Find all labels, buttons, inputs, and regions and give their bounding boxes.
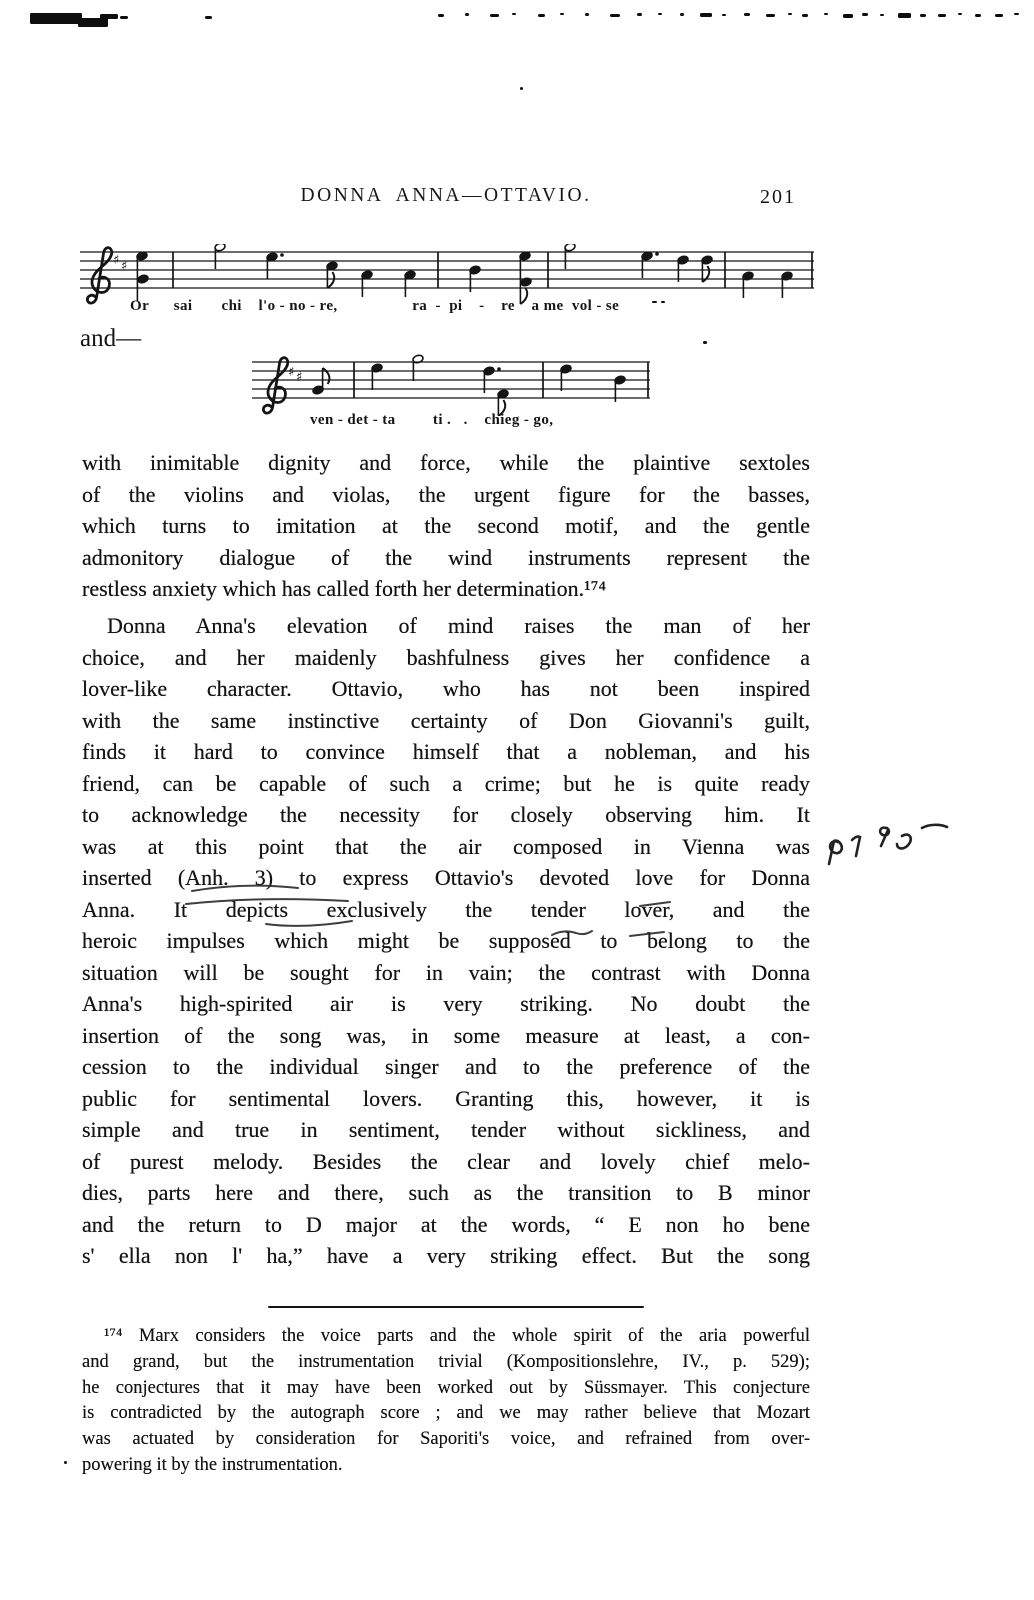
text-line: he conjectures that it may have been worked out by Süssmayer. This conjecture — [82, 1377, 810, 1398]
text-line: situation will be sought for in vain; the contrast with Donna — [82, 959, 810, 985]
text-line: restless anxiety which has called forth her determination.¹⁷⁴ — [82, 576, 607, 601]
page-number-label: 201 — [760, 186, 796, 208]
note-head — [137, 274, 149, 284]
eighth-flag — [327, 272, 334, 288]
augmentation-dot — [497, 367, 501, 371]
paragraph-1 — [82, 447, 810, 605]
music-example-2 — [252, 352, 652, 434]
scan-speck — [637, 13, 642, 16]
text-line: Donna Anna's elevation of mind raises the man of her — [107, 613, 810, 638]
scan-speck — [766, 14, 775, 17]
scan-speck — [438, 14, 444, 17]
scan-speck — [862, 13, 868, 16]
scan-speck — [680, 13, 684, 16]
text-line: lover-like character. Ottavio, who has not been inspired — [82, 676, 810, 701]
text-line: friend, can be capable of such a crime; but he is quite ready — [82, 770, 810, 796]
scan-speck — [658, 13, 662, 15]
scan-speck — [824, 13, 828, 15]
text-line: with inimitable dignity and force, while the plaintive sextoles — [82, 450, 810, 475]
text-line: was actuated by consideration for Saporiti's voice, and refrained from over- — [82, 1429, 810, 1450]
text-line: to acknowledge the necessity for closely observing him. It — [82, 802, 810, 827]
music-staff-1 — [80, 244, 815, 306]
scan-speck — [490, 14, 499, 17]
text-line: of purest melody. Besides the clear and lovely chief melo- — [82, 1148, 810, 1174]
scan-speck — [843, 14, 853, 18]
music-staff-2 — [252, 352, 652, 416]
treble-clef-icon — [263, 358, 287, 413]
text-line: was at this point that the air composed in Vienna was — [82, 833, 810, 859]
scan-speck — [700, 13, 712, 17]
and-word: and— — [80, 325, 142, 352]
text-line: and grand, but the instrumentation trivial (Kompositionslehre, IV., p. 529); — [82, 1351, 810, 1372]
text-line: insertion of the song was, in some measure at least, a con- — [82, 1022, 810, 1048]
scan-speck — [802, 14, 808, 17]
margin-annotation-pencil — [824, 814, 964, 880]
sharp-icon: ♯ — [296, 370, 303, 385]
scan-speck — [958, 13, 962, 15]
paragraph-2 — [82, 610, 810, 1272]
text-line: Anna's high-spirited air is very striking. No doubt the — [82, 991, 810, 1016]
text-line: admonitory dialogue of the wind instruments represent the — [82, 544, 810, 570]
scan-speck — [520, 87, 523, 90]
text-line: choice, and her maidenly bashfulness gives her confidence a — [82, 644, 810, 670]
scan-speck — [538, 14, 545, 17]
text-line: with the same instinctive certainty of Don Giovanni's guilt, — [82, 707, 810, 733]
text-line: heroic impulses which might be supposed to belong to the — [82, 928, 810, 953]
text-line: and the return to D major at the words, “ E non ho bene — [82, 1211, 810, 1237]
footnote-rule — [268, 1306, 644, 1308]
scan-speck — [205, 16, 212, 19]
scan-speck — [975, 14, 981, 17]
augmentation-dot — [280, 253, 284, 257]
text-line: inserted (Anh. 3) to express Ottavio's devoted love for Donna — [82, 865, 810, 890]
music-example-1 — [80, 244, 815, 324]
augmentation-dot — [655, 252, 659, 256]
scan-speck — [512, 13, 516, 15]
scan-speck — [1014, 13, 1019, 15]
treble-clef-icon — [87, 248, 111, 303]
text-line: finds it hard to convince himself that a nobleman, and his — [82, 739, 810, 764]
scan-speck — [880, 14, 884, 16]
text-line: public for sentimental lovers. Granting this, however, it is — [82, 1085, 810, 1111]
scan-speck — [744, 13, 750, 16]
scan-speck — [995, 14, 1003, 17]
text-line: cession to the individual singer and to the preference of the — [82, 1054, 810, 1079]
sharp-icon: ♯ — [113, 253, 120, 268]
text-line: ¹⁷⁴ Marx considers the voice parts and the whole spirit of the aria powerful — [104, 1326, 810, 1346]
scan-speck — [898, 13, 911, 18]
text-line: Anna. It depicts exclusively the tender lover, and the — [82, 896, 810, 922]
scan-speck — [788, 13, 792, 15]
staff-lyrics-1: Or sai chi l'o - no - re, ra - pi - re a me vol - se — [130, 298, 620, 314]
text-line: powering it by the instrumentation. — [82, 1454, 343, 1475]
text-line: is contradicted by the autograph score ; and we may rather believe that Mozart — [82, 1403, 810, 1424]
page-header — [82, 185, 810, 211]
sharp-icon: ♯ — [121, 259, 128, 274]
scan-speck — [703, 341, 707, 344]
scan-speck — [610, 14, 620, 17]
scan-speck — [585, 13, 589, 16]
scan-speck — [920, 14, 926, 17]
scan-speck — [465, 13, 469, 16]
staff-lyrics-2: ven - det - ta ti . . chieg - go, — [310, 412, 554, 428]
scan-speck — [78, 18, 108, 27]
sharp-icon: ♯ — [288, 365, 295, 380]
scan-speck — [938, 14, 946, 17]
scan-speck — [30, 13, 82, 24]
text-line: of the violins and violas, the urgent figure for the basses, — [82, 481, 810, 507]
scan-speck — [64, 1461, 67, 1464]
scan-speck — [722, 14, 726, 16]
scan-speck — [120, 16, 128, 19]
running-title: DONNA ANNA—OTTAVIO. — [300, 185, 592, 206]
scan-speck — [100, 14, 118, 19]
text-line: which turns to imitation at the second motif, and the gentle — [82, 513, 810, 538]
text-line: simple and true in sentiment, tender without sickliness, and — [82, 1117, 810, 1142]
text-line: s' ella non l' ha,” have a very striking effect. But the song — [82, 1243, 810, 1268]
scan-speck — [560, 13, 564, 15]
text-line: dies, parts here and there, such as the transition to B minor — [82, 1180, 810, 1205]
footnote — [82, 1324, 810, 1479]
